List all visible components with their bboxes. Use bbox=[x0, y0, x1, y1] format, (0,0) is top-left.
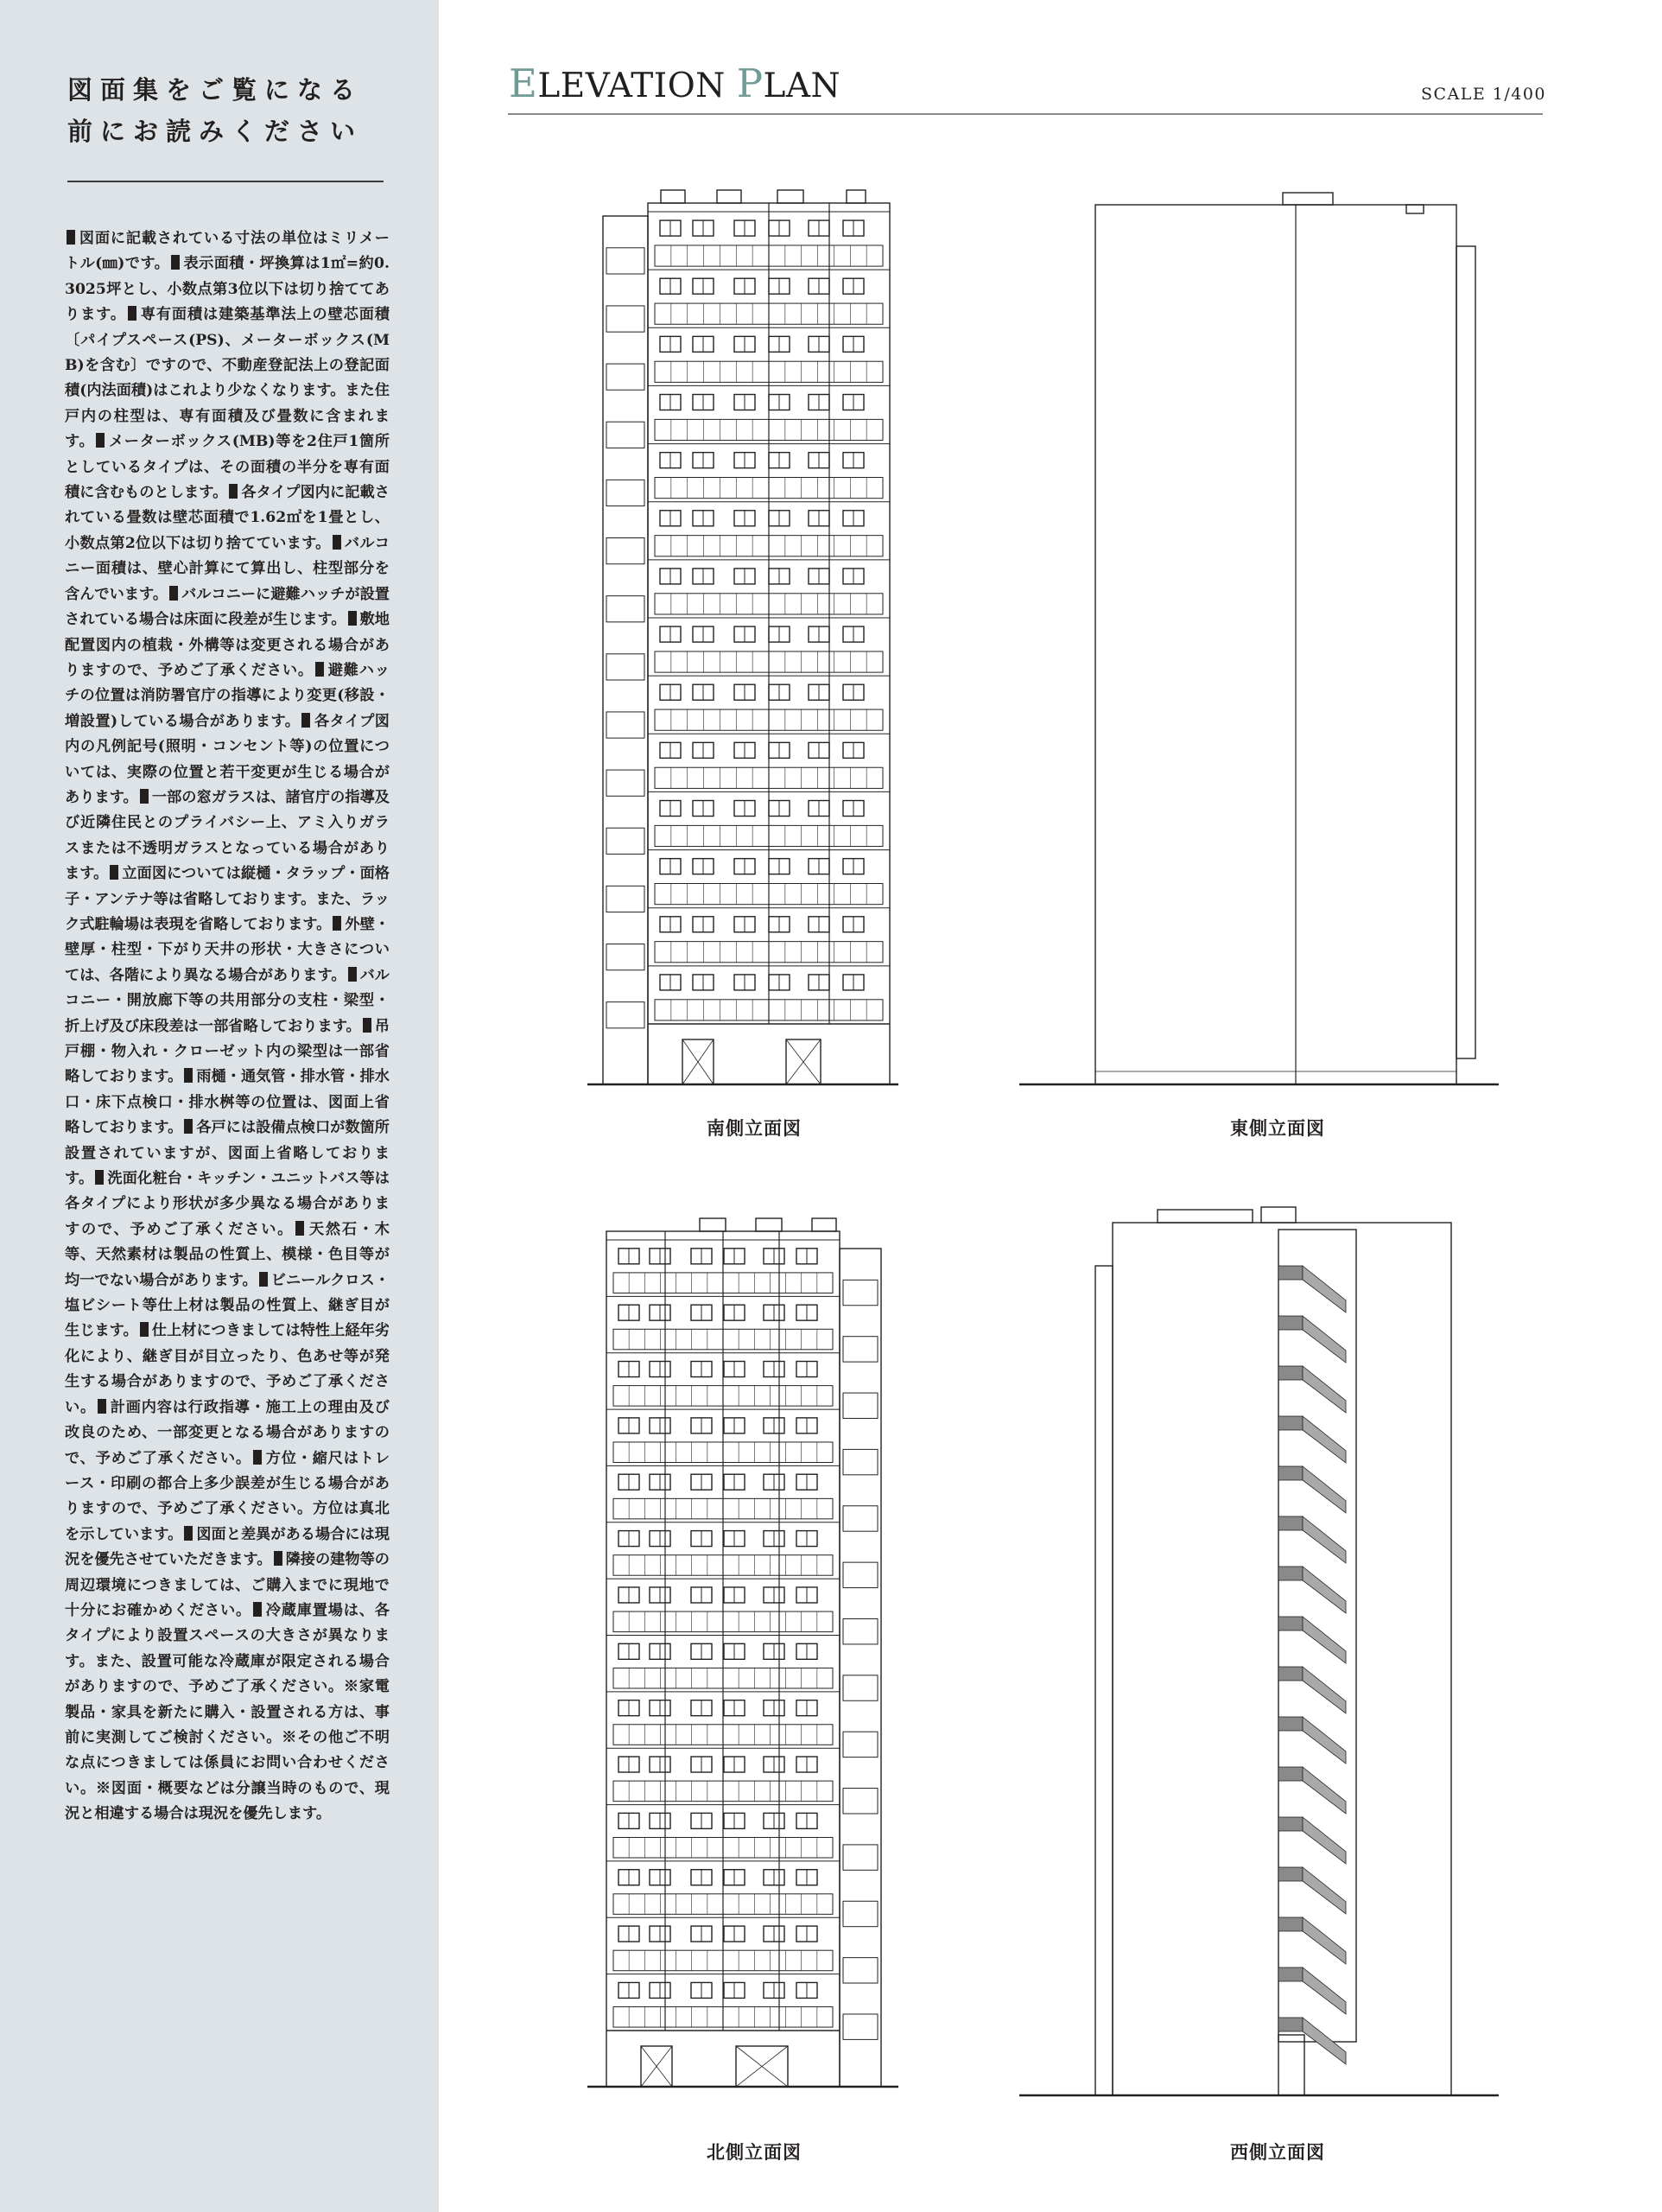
stair-landing bbox=[1278, 1667, 1303, 1681]
stair-landing bbox=[1278, 1516, 1303, 1530]
side-balcony bbox=[606, 712, 644, 738]
note-bullet bbox=[333, 535, 341, 550]
side-annex bbox=[603, 216, 648, 1084]
roof-structure bbox=[847, 190, 866, 203]
side-balcony bbox=[843, 1789, 878, 1814]
stair-landing bbox=[1278, 1867, 1303, 1881]
note-bullet bbox=[184, 1119, 193, 1134]
note-bullet bbox=[315, 662, 324, 677]
note-item: 隣接の建物等の周辺環境につきましては、ご購入までに現地で十分にお確かめください。 bbox=[65, 1551, 390, 1619]
stair-landing bbox=[1278, 1416, 1303, 1430]
south-elevation-drawing bbox=[587, 177, 950, 1093]
side-balcony bbox=[843, 1618, 878, 1643]
note-item: 方位・縮尺はトレース・印刷の都合上多少誤差が生じる場合がありますので、予めご了承ください。方位は真北を示しています。 bbox=[65, 1449, 390, 1543]
east-elevation-caption: 東側立面図 bbox=[1230, 1117, 1325, 1139]
side-balcony bbox=[606, 596, 644, 622]
note-item: 専有面積は建築基準法上の壁芯面積〔パイプスペース(PS)、メーターボックス(MB)を含む〕ですので、不動産登記法上の登記面積(内法面積)はこれより少なくなります。また住戸内の柱型は、専有面積及び畳数に含まれます。 bbox=[65, 306, 390, 451]
side-balcony bbox=[843, 1901, 878, 1926]
roof-structure bbox=[1283, 193, 1333, 205]
side-balcony bbox=[606, 770, 644, 796]
side-balcony bbox=[606, 248, 644, 274]
note-item: 計画内容は行政指導・施工上の理由及び改良のため、一部変更となる場合がありますので、予めご了承ください。 bbox=[65, 1398, 390, 1467]
note-item: 敷地配置図内の植栽・外構等は変更される場合がありますので、予めご了承ください。 bbox=[65, 611, 390, 679]
note-bullet bbox=[229, 484, 238, 499]
side-balcony bbox=[606, 828, 644, 854]
note-item: ビニールクロス・塩ビシート等仕上材は製品の性質上、継ぎ目が生じます。 bbox=[65, 1271, 390, 1340]
note-bullet bbox=[128, 306, 136, 321]
note-bullet bbox=[363, 1018, 371, 1033]
note-item: 図面と差異がある場合には現況を優先させていただきます。 bbox=[65, 1525, 390, 1569]
side-balcony bbox=[606, 654, 644, 680]
note-bullet bbox=[253, 1602, 262, 1617]
roof-structure bbox=[812, 1218, 836, 1231]
note-bullet bbox=[96, 433, 105, 448]
stair-landing bbox=[1278, 1717, 1303, 1731]
note-item: メーターボックス(MB)等を2住戸1箇所としているタイプは、その面積の半分を専有面積に含むものとします。 bbox=[65, 433, 390, 502]
south-elevation-caption: 南側立面図 bbox=[707, 1117, 802, 1139]
side-wall bbox=[1095, 1266, 1113, 2095]
side-balcony bbox=[606, 886, 644, 912]
stair-landing bbox=[1278, 1567, 1303, 1580]
side-balcony bbox=[843, 1393, 878, 1418]
west-elevation-drawing bbox=[1019, 1197, 1503, 2108]
page-title: ELEVATION PLAN bbox=[509, 60, 841, 106]
stair-landing bbox=[1278, 1316, 1303, 1330]
side-annex bbox=[840, 1249, 881, 2087]
stair-landing bbox=[1278, 1266, 1303, 1280]
roof-structure bbox=[700, 1218, 726, 1231]
roof-structure bbox=[1158, 1210, 1253, 1223]
title-rule bbox=[508, 113, 1543, 115]
side-balcony bbox=[843, 1732, 878, 1757]
side-balcony bbox=[843, 2014, 878, 2039]
note-bullet bbox=[98, 1399, 106, 1414]
east-elevation-drawing bbox=[1019, 177, 1503, 1093]
note-bullet bbox=[348, 967, 357, 982]
roof-structure bbox=[777, 190, 803, 203]
side-balcony bbox=[606, 480, 644, 505]
side-balcony bbox=[843, 1845, 878, 1870]
note-bullet bbox=[67, 230, 75, 245]
roof-structure bbox=[1261, 1207, 1296, 1223]
north-elevation-caption: 北側立面図 bbox=[707, 2141, 802, 2163]
note-bullet bbox=[110, 865, 118, 880]
note-item: 各タイプ図内の凡例記号(照明・コンセント等)の位置については、実際の位置と若干変更が生じる場合があります。 bbox=[65, 712, 390, 806]
stair-landing bbox=[1278, 1366, 1303, 1380]
stair-landing bbox=[1278, 1917, 1303, 1931]
note-item: 外壁・壁厚・柱型・下がり天井の形状・大きさについては、各階により異なる場合があります。 bbox=[65, 915, 390, 984]
note-item: 雨樋・通気管・排水管・排水口・床下点検口・排水桝等の位置は、図面上省略しております。 bbox=[65, 1068, 390, 1137]
entrance-door bbox=[1278, 2035, 1304, 2095]
note-item: バルコニー面積は、壁心計算にて算出し、柱型部分を含んでいます。 bbox=[65, 534, 390, 603]
side-annex bbox=[1456, 246, 1475, 1058]
sidebar-divider bbox=[67, 181, 384, 182]
note-bullet bbox=[348, 611, 357, 626]
side-balcony bbox=[843, 1675, 878, 1700]
note-bullet bbox=[295, 1221, 304, 1236]
scale-label: SCALE 1/400 bbox=[1420, 85, 1546, 104]
note-bullet bbox=[140, 789, 149, 804]
side-balcony bbox=[843, 1337, 878, 1362]
note-item: バルコニーに避難ハッチが設置されている場合は床面に段差が生じます。 bbox=[65, 585, 390, 629]
note-bullet bbox=[169, 586, 178, 601]
west-elevation-caption: 西側立面図 bbox=[1230, 2141, 1325, 2163]
north-elevation-drawing bbox=[587, 1197, 950, 2108]
note-item: 避難ハッチの位置は消防署官庁の指導により変更(移設・増設置)している場合があります。 bbox=[65, 661, 390, 730]
note-bullet bbox=[301, 713, 310, 728]
note-item: バルコニー・開放廊下等の共用部分の支柱・梁型・折上げ及び床段差は一部省略しております。 bbox=[65, 966, 390, 1035]
stair-landing bbox=[1278, 2018, 1303, 2031]
notes-text bbox=[65, 226, 390, 1827]
note-bullet bbox=[184, 1068, 193, 1083]
note-bullet bbox=[253, 1450, 262, 1465]
note-bullet bbox=[259, 1272, 268, 1287]
side-balcony bbox=[843, 1562, 878, 1587]
stair-landing bbox=[1278, 1817, 1303, 1831]
note-item: 各タイプ図内に記載されている畳数は壁芯面積で1.62㎡を1畳とし、小数点第2位以下は切り捨てています。 bbox=[65, 484, 390, 552]
side-balcony bbox=[606, 1002, 644, 1028]
note-item: 表示面積・坪換算は1㎡=約0.3025坪とし、小数点第3位以下は切り捨ててあります。 bbox=[65, 255, 390, 324]
note-bullet bbox=[171, 255, 180, 270]
roof-structure bbox=[717, 190, 741, 203]
side-balcony bbox=[606, 364, 644, 390]
side-balcony bbox=[606, 422, 644, 448]
note-item: 洗面化粧台・キッチン・ユニットバス等は各タイプにより形状が多少異なる場合がありますので、予めご了承ください。 bbox=[65, 1170, 390, 1238]
stair-landing bbox=[1278, 1617, 1303, 1630]
note-item: 仕上材につきましては特性上経年劣化により、継ぎ目が目立ったり、色あせ等が発生する場合がありますので、予めご了承ください。 bbox=[65, 1322, 390, 1416]
sidebar-title: 図面集をご覧になる 前にお読みください bbox=[67, 75, 364, 146]
side-balcony bbox=[606, 538, 644, 564]
note-bullet bbox=[184, 1526, 193, 1541]
note-item: 吊戸棚・物入れ・クローゼット内の梁型は一部省略しております。 bbox=[65, 1017, 390, 1086]
side-balcony bbox=[843, 1280, 878, 1305]
note-item: 一部の窓ガラスは、諸官庁の指導及び近隣住民とのプライバシー上、アミ入りガラスまたは不透明ガラスとなっている場合があります。 bbox=[65, 788, 390, 883]
roof-structure bbox=[1406, 205, 1424, 213]
note-bullet bbox=[274, 1551, 282, 1566]
stair-landing bbox=[1278, 1967, 1303, 1981]
note-bullet bbox=[140, 1322, 149, 1337]
notes-sidebar bbox=[0, 0, 439, 2212]
roof-structure bbox=[756, 1218, 782, 1231]
stair-landing bbox=[1278, 1466, 1303, 1480]
note-item: 図面に記載されている寸法の単位はミリメートル(㎜)です。 bbox=[65, 230, 390, 273]
side-balcony bbox=[606, 306, 644, 332]
note-item: 立面図については縦樋・タラップ・面格子・アンテナ等は省略しております。また、ラック式駐輪場は表現を省略しております。 bbox=[65, 865, 390, 933]
note-bullet bbox=[95, 1170, 104, 1185]
note-item: 冷蔵庫置場は、各タイプにより設置スペースの大きさが異なります。また、設置可能な冷蔵庫が限定される場合がありますので、予めご了承ください。※家電製品・家具を新たに購入・設置される方は、事前に実測してご検討ください。※その他ご不明な点につきましては係員にお問い合わせください。※図面・概要などは分譲当時のもので、現況と相違する場合は現況を優先します。 bbox=[65, 1601, 390, 1823]
note-item: 天然石・木等、天然素材は製品の性質上、模様・色目等が均一でない場合があります。 bbox=[65, 1220, 390, 1289]
side-balcony bbox=[843, 1449, 878, 1474]
stair-landing bbox=[1278, 1767, 1303, 1781]
side-balcony bbox=[843, 1506, 878, 1531]
side-balcony bbox=[843, 1958, 878, 1983]
side-balcony bbox=[606, 944, 644, 970]
note-bullet bbox=[333, 916, 341, 931]
note-item: 各戸には設備点検口が数箇所設置されていますが、図面上省略しております。 bbox=[65, 1119, 390, 1188]
building-outline bbox=[1095, 205, 1456, 1084]
roof-structure bbox=[661, 190, 685, 203]
